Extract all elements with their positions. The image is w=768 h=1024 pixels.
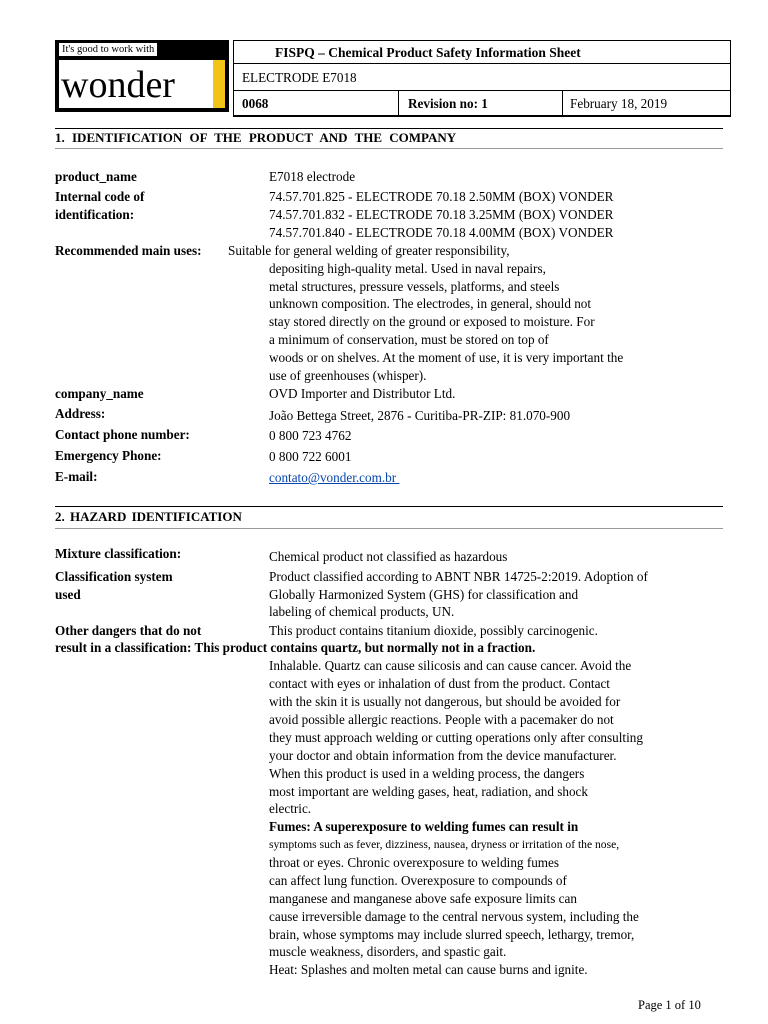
email-link[interactable]: contato@vonder.com.br <box>269 470 400 485</box>
fumes-line: brain, whose symptoms may include slurred speech, lethargy, tremor, <box>269 927 635 942</box>
company-logo <box>55 40 229 112</box>
classification-system-value: Globally Harmonized System (GHS) for classification and <box>269 587 579 602</box>
other-dangers-line: avoid possible allergic reactions. People with a pacemaker do not <box>269 712 614 727</box>
revision-number: Revision no: 1 <box>408 96 488 111</box>
address-value: João Bettega Street, 2876 - Curitiba-PR-ZIP: 81.070-900 <box>269 408 571 423</box>
internal-code-value: 74.57.701.840 - ELECTRODE 70.18 4.00MM (BOX) VONDER <box>269 225 614 240</box>
internal-code-value: 74.57.701.825 - ELECTRODE 70.18 2.50MM (BOX) VONDER <box>269 189 614 204</box>
fumes-line: can affect lung function. Overexposure to compounds of <box>269 873 567 888</box>
product-title: ELECTRODE E7018 <box>242 70 357 85</box>
section-divider <box>55 148 723 149</box>
classification-system-value: labeling of chemical products, UN. <box>269 604 455 619</box>
recommended-uses-line: woods or on shelves. At the moment of use, it is very important the <box>269 350 624 365</box>
recommended-uses-line: use of greenhouses (whisper). <box>269 368 427 383</box>
other-dangers-line: Inhalable. Quartz can cause silicosis and can cause cancer. Avoid the <box>269 658 632 673</box>
fumes-line: symptoms such as fever, dizziness, nausea, dryness or irritation of the nose, <box>269 838 620 851</box>
logo-accent-bar <box>213 60 225 108</box>
section-divider <box>55 528 723 529</box>
page-number: Page 1 of 10 <box>638 998 701 1012</box>
other-dangers-value: This product contains titanium dioxide, possibly carcinogenic. <box>269 623 598 638</box>
section-divider <box>55 506 723 507</box>
recommended-uses-line: stay stored directly on the ground or exposed to moisture. For <box>269 314 595 329</box>
classification-system-value: Product classified according to ABNT NBR 14725-2:2019. Adoption of <box>269 569 648 584</box>
classification-system-label: used <box>55 587 81 602</box>
recommended-uses-label: Recommended main uses: <box>55 243 202 258</box>
company-name-value: OVD Importer and Distributor Ltd. <box>269 386 456 401</box>
logo-wordmark: wonder <box>61 64 175 106</box>
recommended-uses-value: Suitable for general welding of greater responsibility, <box>228 243 510 258</box>
other-dangers-line: contact with eyes or inhalation of dust from the product. Contact <box>269 676 610 691</box>
section-2-heading: 2. HAZARD IDENTIFICATION <box>55 509 242 524</box>
emergency-phone-label: Emergency Phone: <box>55 448 162 463</box>
revision-date: February 18, 2019 <box>570 96 668 111</box>
document-number: 0068 <box>242 96 269 111</box>
document-header-table <box>233 40 731 117</box>
recommended-uses-line: metal structures, pressure vessels, platforms, and steels <box>269 279 560 294</box>
internal-code-label: identification: <box>55 207 135 222</box>
section-1-heading: 1. IDENTIFICATION OF THE PRODUCT AND THE COMPANY <box>55 130 457 145</box>
mixture-classification-value: Chemical product not classified as hazardous <box>269 549 508 564</box>
fumes-line: manganese and manganese above safe exposure limits can <box>269 891 577 906</box>
other-dangers-label-line: result in a classification: This product contains quartz, but normally not in a fraction. <box>55 640 536 655</box>
product-name-value: E7018 electrode <box>269 169 356 184</box>
address-label: Address: <box>55 406 106 421</box>
fumes-line: muscle weakness, disorders, and spastic gait. <box>269 944 507 959</box>
other-dangers-label: Other dangers that do not <box>55 623 202 638</box>
other-dangers-line: your doctor and obtain information from the device manufacturer. <box>269 748 617 763</box>
other-dangers-line: When this product is used in a welding process, the dangers <box>269 766 585 781</box>
internal-code-value: 74.57.701.832 - ELECTRODE 70.18 3.25MM (BOX) VONDER <box>269 207 614 222</box>
section-divider <box>55 128 723 129</box>
heat-hazard-line: Heat: Splashes and molten metal can cause burns and ignite. <box>269 962 588 977</box>
other-dangers-line: with the skin it is usually not dangerous, but should be avoided for <box>269 694 621 709</box>
contact-phone-value: 0 800 723 4762 <box>269 428 352 443</box>
internal-code-label: Internal code of <box>55 189 145 204</box>
document-title: FISPQ – Chemical Product Safety Information Sheet <box>275 45 581 60</box>
company-name-label: company_name <box>55 386 144 401</box>
other-dangers-line: electric. <box>269 801 312 816</box>
contact-phone-label: Contact phone number: <box>55 427 190 442</box>
fumes-line: cause irreversible damage to the central nervous system, including the <box>269 909 639 924</box>
email-label: E-mail: <box>55 469 98 484</box>
classification-system-label: Classification system <box>55 569 173 584</box>
recommended-uses-line: depositing high-quality metal. Used in naval repairs, <box>269 261 546 276</box>
other-dangers-line: most important are welding gases, heat, radiation, and shock <box>269 784 588 799</box>
other-dangers-line: they must approach welding or cutting operations only after consulting <box>269 730 643 745</box>
product-name-label: product_name <box>55 169 137 184</box>
recommended-uses-line: unknown composition. The electrodes, in general, should not <box>269 296 592 311</box>
fumes-line: throat or eyes. Chronic overexposure to welding fumes <box>269 855 560 870</box>
fumes-heading: Fumes: A superexposure to welding fumes can result in <box>269 819 579 834</box>
recommended-uses-line: a minimum of conservation, must be stored on top of <box>269 332 549 347</box>
emergency-phone-value: 0 800 722 6001 <box>269 449 352 464</box>
mixture-classification-label: Mixture classification: <box>55 546 182 561</box>
logo-tagline: It's good to work with <box>59 43 157 56</box>
